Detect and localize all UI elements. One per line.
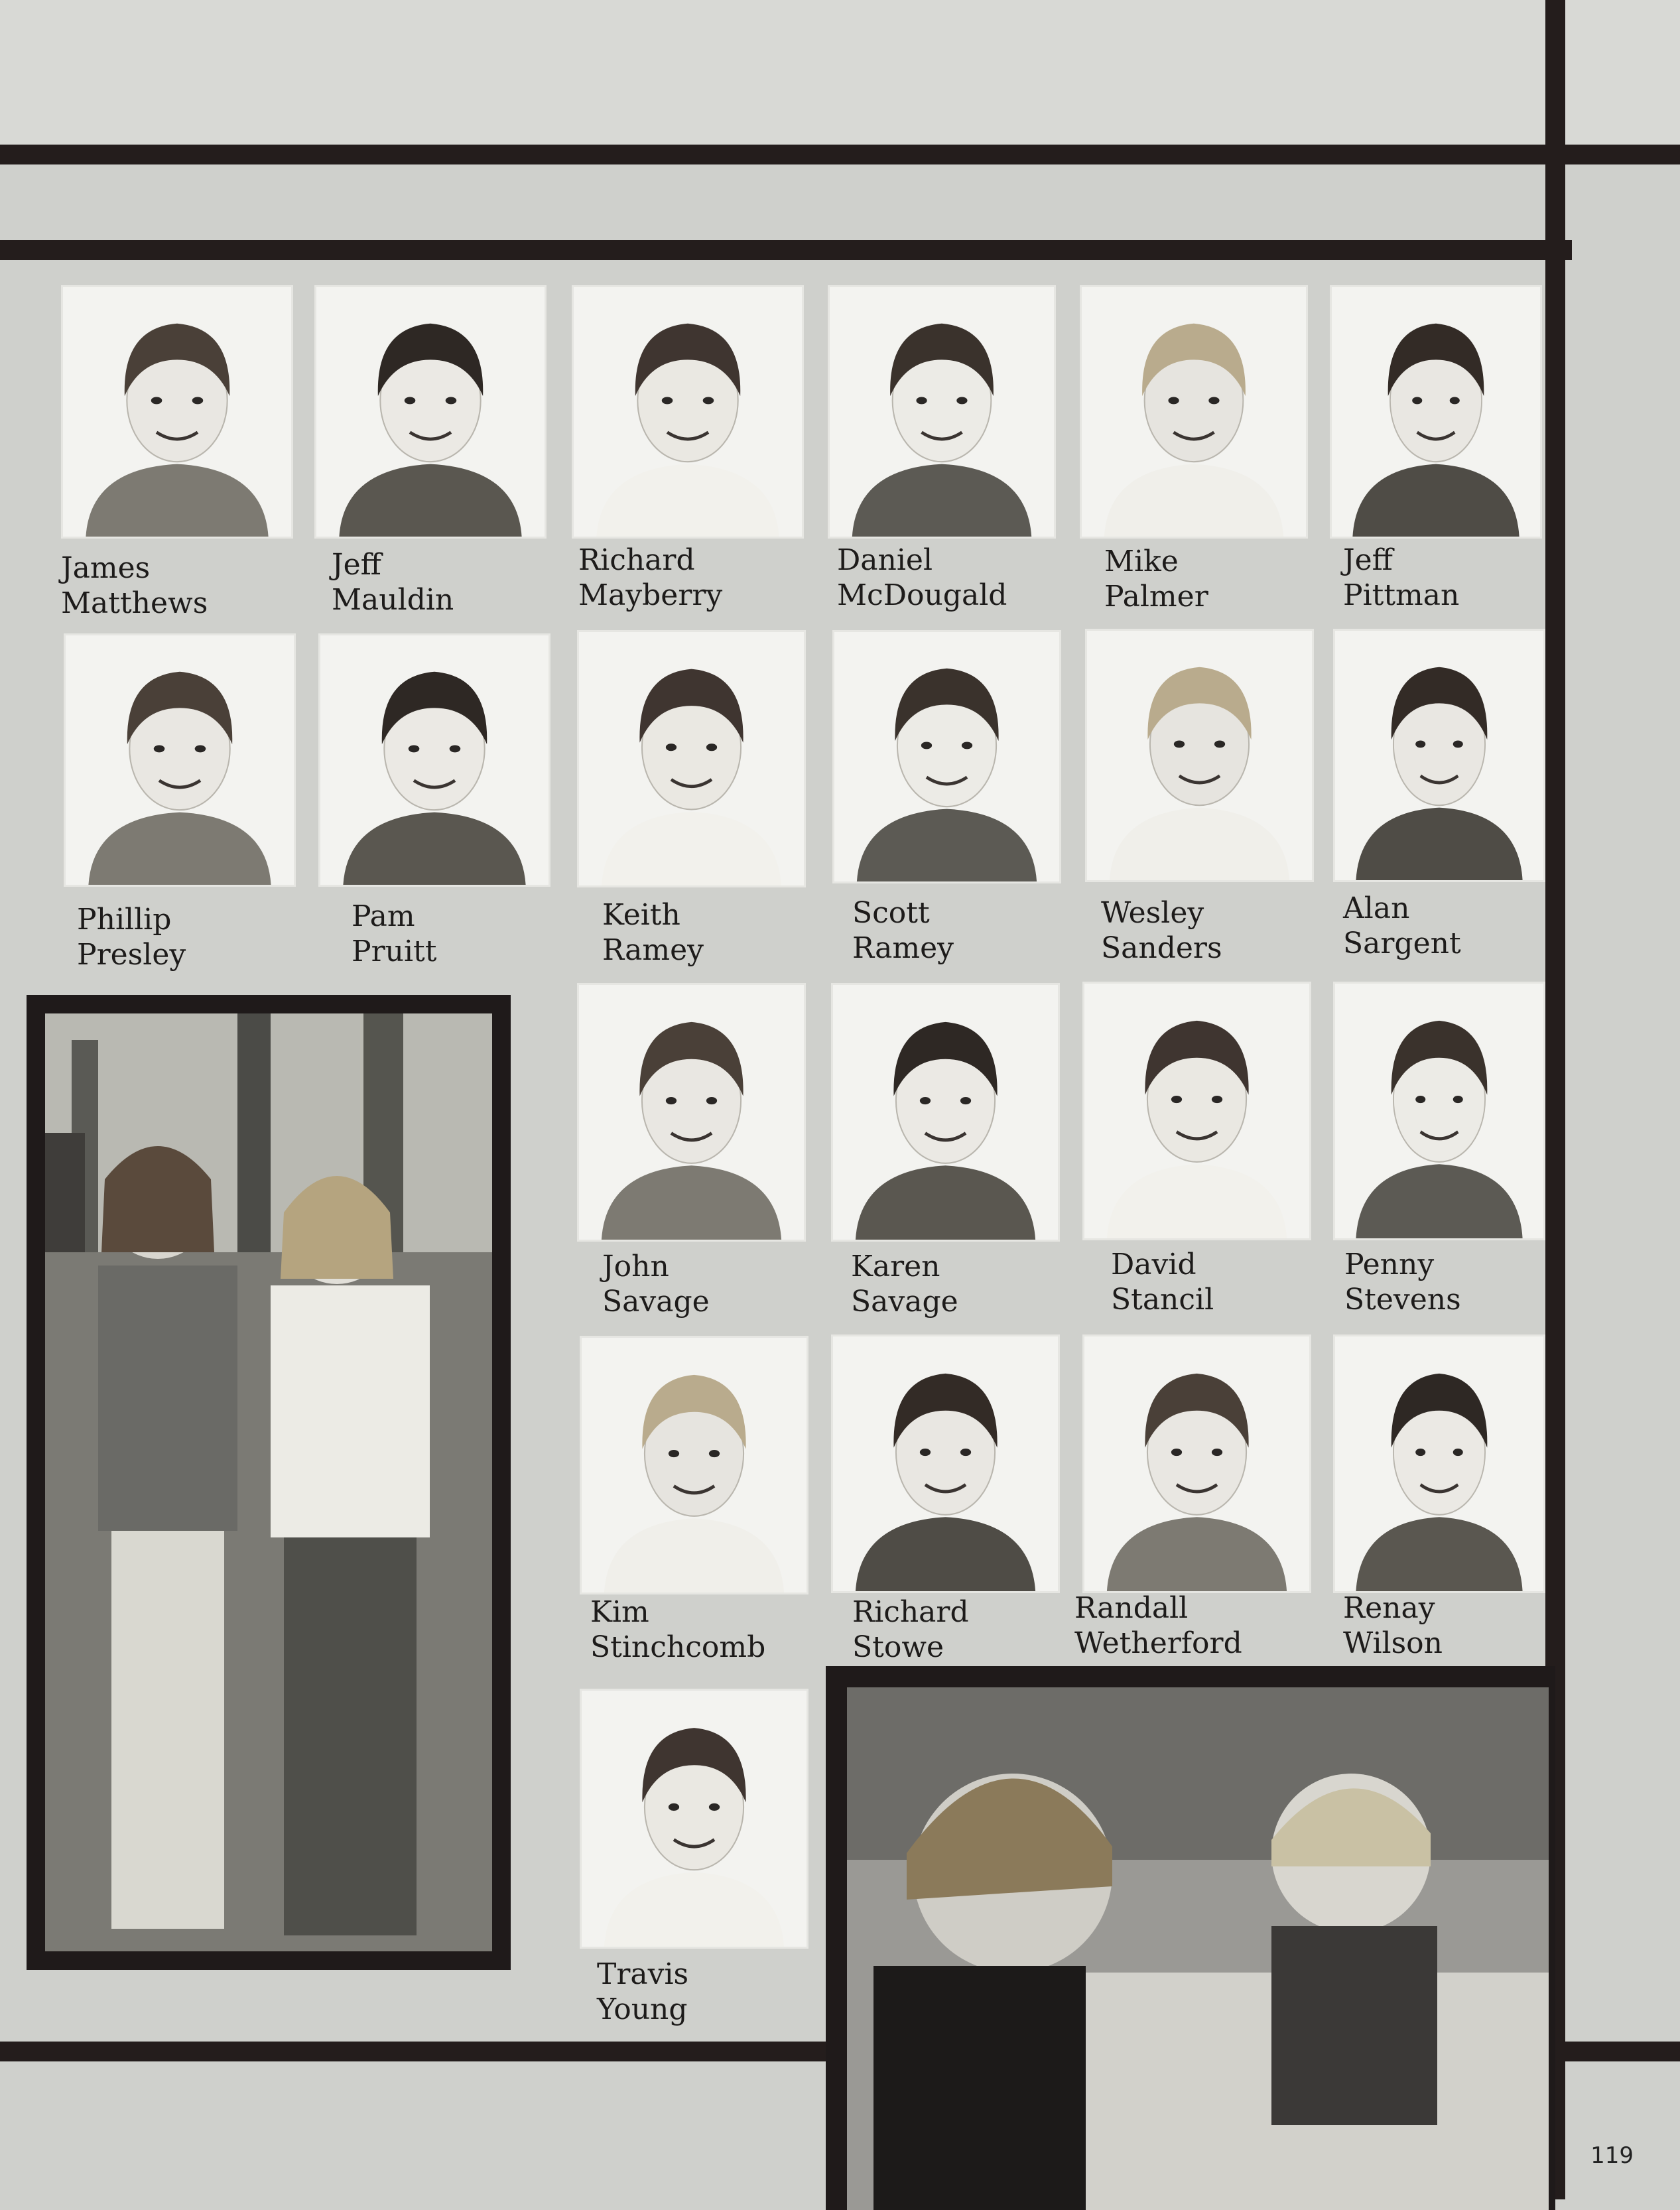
portrait-photo [1085,629,1314,882]
portrait-photo [577,983,806,1242]
student-name [1344,1247,1461,1317]
student-last-name: Pruitt [352,935,437,968]
student-first-name: David [1111,1248,1196,1281]
portrait-image [830,287,1054,537]
student-first-name: Richard [578,543,695,577]
portrait-photo [1333,1334,1545,1593]
student-name [597,1957,688,2027]
student-last-name: Young [597,1992,688,2026]
portrait-image [1335,984,1543,1238]
student-first-name: Wesley [1101,896,1204,930]
portrait-photo [831,1334,1060,1593]
student-first-name: Karen [851,1250,940,1283]
portrait-image [63,287,291,537]
top-rule-lower [0,240,1572,260]
student-name [1111,1247,1214,1317]
student-name [602,897,704,968]
portrait-image [1335,631,1543,880]
student-last-name: Mayberry [578,578,723,612]
portrait-photo [1330,285,1542,539]
portrait-photo [61,285,293,539]
student-name [332,547,454,618]
student-name [852,1594,969,1665]
student-last-name: Savage [851,1285,958,1319]
student-name [578,543,722,613]
portrait-photo [64,633,296,887]
student-name [352,899,436,969]
portrait-photo [1082,982,1311,1240]
portrait-photo [577,630,806,887]
portrait-image [833,1336,1058,1591]
portrait-image [833,985,1058,1240]
portrait-photo [1080,285,1308,539]
student-name [1343,891,1461,961]
student-last-name: Sanders [1101,931,1222,965]
student-first-name: Penny [1344,1248,1435,1281]
portrait-image [579,632,804,885]
student-first-name: Daniel [837,543,933,577]
portrait-photo [1082,1334,1311,1593]
student-first-name: Mike [1104,545,1179,578]
student-last-name: Sargent [1343,927,1461,960]
student-last-name: Savage [602,1285,710,1319]
portrait-image [320,635,549,885]
page-number: 119 [1590,2142,1634,2169]
student-first-name: Pam [352,899,415,933]
student-first-name: Randall [1074,1591,1189,1625]
portrait-image [1084,1336,1309,1591]
student-name [590,1594,765,1665]
student-first-name: Keith [602,898,680,932]
candid-photo-classroom-image [847,1687,1549,2210]
student-name [602,1249,710,1319]
portrait-image [1335,1336,1543,1591]
student-name [61,551,208,621]
student-first-name: James [61,551,151,585]
portrait-image [1084,984,1309,1238]
student-last-name: Palmer [1104,580,1208,614]
page-top-margin [0,0,1680,151]
student-first-name: John [602,1250,669,1283]
portrait-photo [580,1336,808,1594]
portrait-photo [572,285,804,539]
portrait-photo [1333,982,1545,1240]
student-name [1343,543,1459,613]
student-name [1104,544,1208,614]
portrait-image [66,635,294,885]
portrait-photo [1333,629,1545,882]
portrait-image [574,287,802,537]
student-name [77,902,186,972]
portrait-photo [832,630,1061,883]
candid-photo-classroom [826,1666,1555,2210]
portrait-photo [314,285,547,539]
top-rule-upper [0,145,1680,164]
student-last-name: Ramey [602,933,704,967]
portrait-image [582,1691,807,1947]
student-last-name: Stowe [852,1630,944,1664]
student-first-name: Renay [1343,1591,1435,1625]
portrait-image [1332,287,1540,537]
student-first-name: Richard [852,1595,969,1629]
student-last-name: Presley [77,938,186,972]
student-last-name: Wetherford [1074,1626,1242,1660]
portrait-photo [580,1689,808,1949]
portrait-image [579,985,804,1240]
student-first-name: Jeff [332,548,381,582]
candid-photo-two-girls-image [45,1013,492,1951]
candid-photo-two-girls [27,995,511,1970]
portrait-image [582,1338,807,1592]
portrait-image [1087,631,1312,880]
student-name [852,895,954,966]
student-last-name: Wilson [1343,1626,1443,1660]
student-name [1343,1591,1443,1661]
student-last-name: Ramey [852,931,954,965]
portrait-photo [831,983,1060,1242]
student-name [1101,895,1222,966]
student-first-name: Phillip [77,903,172,937]
portrait-image [316,287,545,537]
student-name [837,543,1007,613]
student-last-name: Pittman [1343,578,1460,612]
student-last-name: McDougald [837,578,1007,612]
student-last-name: Matthews [61,586,208,620]
portrait-photo [318,633,550,887]
student-last-name: Stancil [1111,1283,1214,1317]
student-first-name: Jeff [1343,543,1393,577]
student-first-name: Scott [852,896,930,930]
portrait-image [1082,287,1306,537]
portrait-photo [828,285,1056,539]
student-name [851,1249,958,1319]
student-first-name: Kim [590,1595,649,1629]
student-last-name: Mauldin [332,583,454,617]
portrait-image [834,632,1059,881]
student-last-name: Stinchcomb [590,1630,766,1664]
student-first-name: Travis [597,1957,689,1991]
student-first-name: Alan [1343,891,1410,925]
student-name [1074,1591,1242,1661]
student-last-name: Stevens [1344,1283,1461,1317]
